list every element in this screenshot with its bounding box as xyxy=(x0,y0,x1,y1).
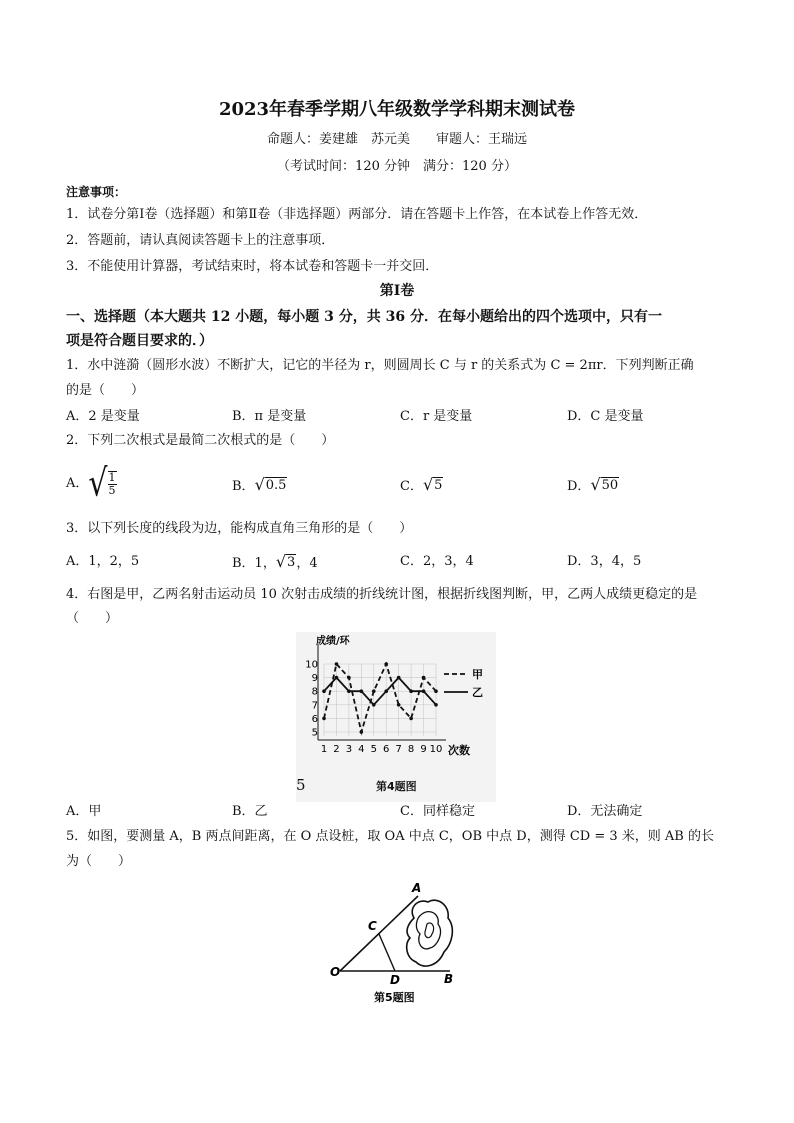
x-tick-label: 9 xyxy=(420,744,427,755)
radical-sign: √ xyxy=(275,552,287,571)
data-point xyxy=(397,703,401,707)
data-point xyxy=(335,676,339,680)
data-point xyxy=(322,689,326,693)
y-tick-label: 10 xyxy=(305,659,318,671)
x-axis-label: 次数 xyxy=(448,744,470,757)
x-tick-label: 5 xyxy=(370,744,377,755)
data-point xyxy=(384,689,388,693)
radicand: 5 xyxy=(434,478,443,493)
data-point xyxy=(322,717,326,721)
x-tick-label: 1 xyxy=(320,744,328,755)
data-point xyxy=(409,717,413,721)
question-3-option-a: A．1，2，5 xyxy=(66,554,140,569)
question-2-option-b xyxy=(232,476,287,496)
question-4-stem: 4．右图是甲，乙两名射击运动员 10 次射击成绩的折线统计图，根据折线图判断，甲，乙两人成绩更稳定的是 xyxy=(66,587,698,602)
part-title: 第Ⅰ卷 xyxy=(379,283,415,299)
x-tick-label: 3 xyxy=(345,744,353,755)
x-tick-label: 4 xyxy=(358,744,365,755)
radical-sign: √ xyxy=(88,461,108,506)
question-3-option-b xyxy=(232,553,318,573)
radical-sign: √ xyxy=(254,475,265,494)
figure-5-caption: 第5题图 xyxy=(374,991,415,1004)
data-point xyxy=(335,662,339,666)
option-label: C． xyxy=(400,479,423,494)
data-point xyxy=(434,689,438,693)
question-3-stem: 3．以下列长度的线段为边，能构成直角三角形的是（ ） xyxy=(66,521,413,536)
authors-line: 命题人：姜建雄 苏元美 审题人：王瑞远 xyxy=(266,132,527,147)
data-point xyxy=(372,703,376,707)
data-point xyxy=(422,689,426,693)
data-point xyxy=(397,676,401,680)
y-tick-label: 7 xyxy=(311,700,318,712)
question-5-stem-cont: 为（ ） xyxy=(66,854,132,869)
question-2-option-a xyxy=(66,462,117,506)
question-2-option-c xyxy=(400,476,443,496)
question-3-option-c: C．2，3，4 xyxy=(400,554,474,569)
note-item: 2．答题前，请认真阅读答题卡上的注意事项． xyxy=(66,233,335,248)
radical-sign: √ xyxy=(422,475,434,494)
radicand: 50 xyxy=(601,478,619,493)
point-label-a: A xyxy=(412,881,422,895)
option-label: B． xyxy=(232,479,255,494)
question-2-option-d xyxy=(567,476,619,496)
x-tick-label: 7 xyxy=(395,744,402,755)
exam-info: （考试时间：120 分钟 满分：120 分） xyxy=(277,159,517,174)
option-suffix: ，4 xyxy=(296,556,318,571)
question-5-stem: 5．如图，要测量 A，B 两点间距离，在 O 点设桩，取 OA 中点 C，OB 中点 D，测得 CD = 3 米，则 AB 的长 xyxy=(66,829,714,844)
point-label-o: O xyxy=(330,965,341,979)
score-line-chart xyxy=(296,632,496,802)
data-point xyxy=(409,689,413,693)
fraction-denominator: 5 xyxy=(108,484,116,497)
notes-heading: 注意事项： xyxy=(66,185,127,199)
segment-cd xyxy=(379,934,395,971)
fraction xyxy=(108,471,117,497)
x-tick-label: 8 xyxy=(407,744,415,755)
data-point xyxy=(347,676,351,680)
data-point xyxy=(384,662,388,666)
note-item: 3．不能使用计算器，考试结束时，将本试卷和答题卡一并交回． xyxy=(66,259,439,274)
figure-4-caption: 第4题图 xyxy=(376,780,417,793)
data-point xyxy=(434,703,438,707)
section-heading: 一、选择题（本大题共 12 小题，每小题 3 分，共 36 分．在每小题给出的四个选项中，只有一 xyxy=(66,309,662,325)
y-tick-label: 5 xyxy=(311,727,318,739)
question-4-stem-cont: （ ） xyxy=(66,611,119,626)
data-point xyxy=(372,689,376,693)
data-point xyxy=(422,676,426,680)
data-point xyxy=(360,689,364,693)
x-tick-label: 10 xyxy=(429,744,443,755)
option-label: D． xyxy=(567,479,591,494)
y-axis-label: 成绩/环 xyxy=(316,636,350,647)
legend-label: 乙 xyxy=(472,686,483,699)
question-2-stem: 2．下列二次根式是最简二次根式的是（ ） xyxy=(66,433,335,448)
question-4-option-d: D．无法确定 xyxy=(567,804,643,819)
y-tick-label: 6 xyxy=(311,713,318,725)
radicand: 3 xyxy=(287,555,296,570)
question-1-stem-cont: 的是（ ） xyxy=(66,383,145,398)
section-heading-cont: 项是符合题目要求的．） xyxy=(66,333,213,349)
question-1-option-b: B．π 是变量 xyxy=(232,409,307,424)
y-tick-label: 8 xyxy=(311,686,318,698)
point-label-b: B xyxy=(444,972,454,986)
point-label-d: D xyxy=(390,973,400,987)
question-1-option-a: A．2 是变量 xyxy=(66,409,140,424)
question-3-option-d: D．3，4，5 xyxy=(567,554,642,569)
note-item: 1．试卷分第Ⅰ卷（选择题）和第Ⅱ卷（非选择题）两部分．请在答题卡上作答，在本试卷上作答无效． xyxy=(66,207,648,222)
question-1-option-c: C．r 是变量 xyxy=(400,409,473,424)
option-label: A． xyxy=(66,476,89,491)
stray-number: 5 xyxy=(296,776,306,794)
question-4-option-c: C．同样稳定 xyxy=(400,804,475,819)
fraction-numerator: 1 xyxy=(108,471,116,484)
option-prefix: B．1， xyxy=(232,556,276,571)
point-label-c: C xyxy=(368,919,377,933)
radicand: 0.5 xyxy=(265,478,287,493)
legend-label: 甲 xyxy=(472,668,483,681)
data-point xyxy=(347,689,351,693)
y-tick-label: 9 xyxy=(311,673,318,685)
geometry-figure xyxy=(326,878,476,1008)
question-4-option-b: B．乙 xyxy=(232,804,268,819)
exam-title: 2023年春季学期八年级数学学科期末测试卷 xyxy=(218,99,576,120)
question-1-option-d: D．C 是变量 xyxy=(567,409,644,424)
pond-blob xyxy=(407,900,453,966)
question-4-option-a: A．甲 xyxy=(66,804,102,819)
segment-oa xyxy=(340,896,418,971)
x-tick-label: 6 xyxy=(383,744,390,755)
x-tick-label: 2 xyxy=(333,744,340,755)
radical-sign: √ xyxy=(590,475,601,494)
chart-background xyxy=(296,632,496,802)
data-point xyxy=(360,730,364,734)
question-1-stem: 1．水中涟漪（圆形水波）不断扩大，记它的半径为 r，则圆周长 C 与 r 的关系式为 C = 2πr．下列判断正确 xyxy=(66,358,694,373)
